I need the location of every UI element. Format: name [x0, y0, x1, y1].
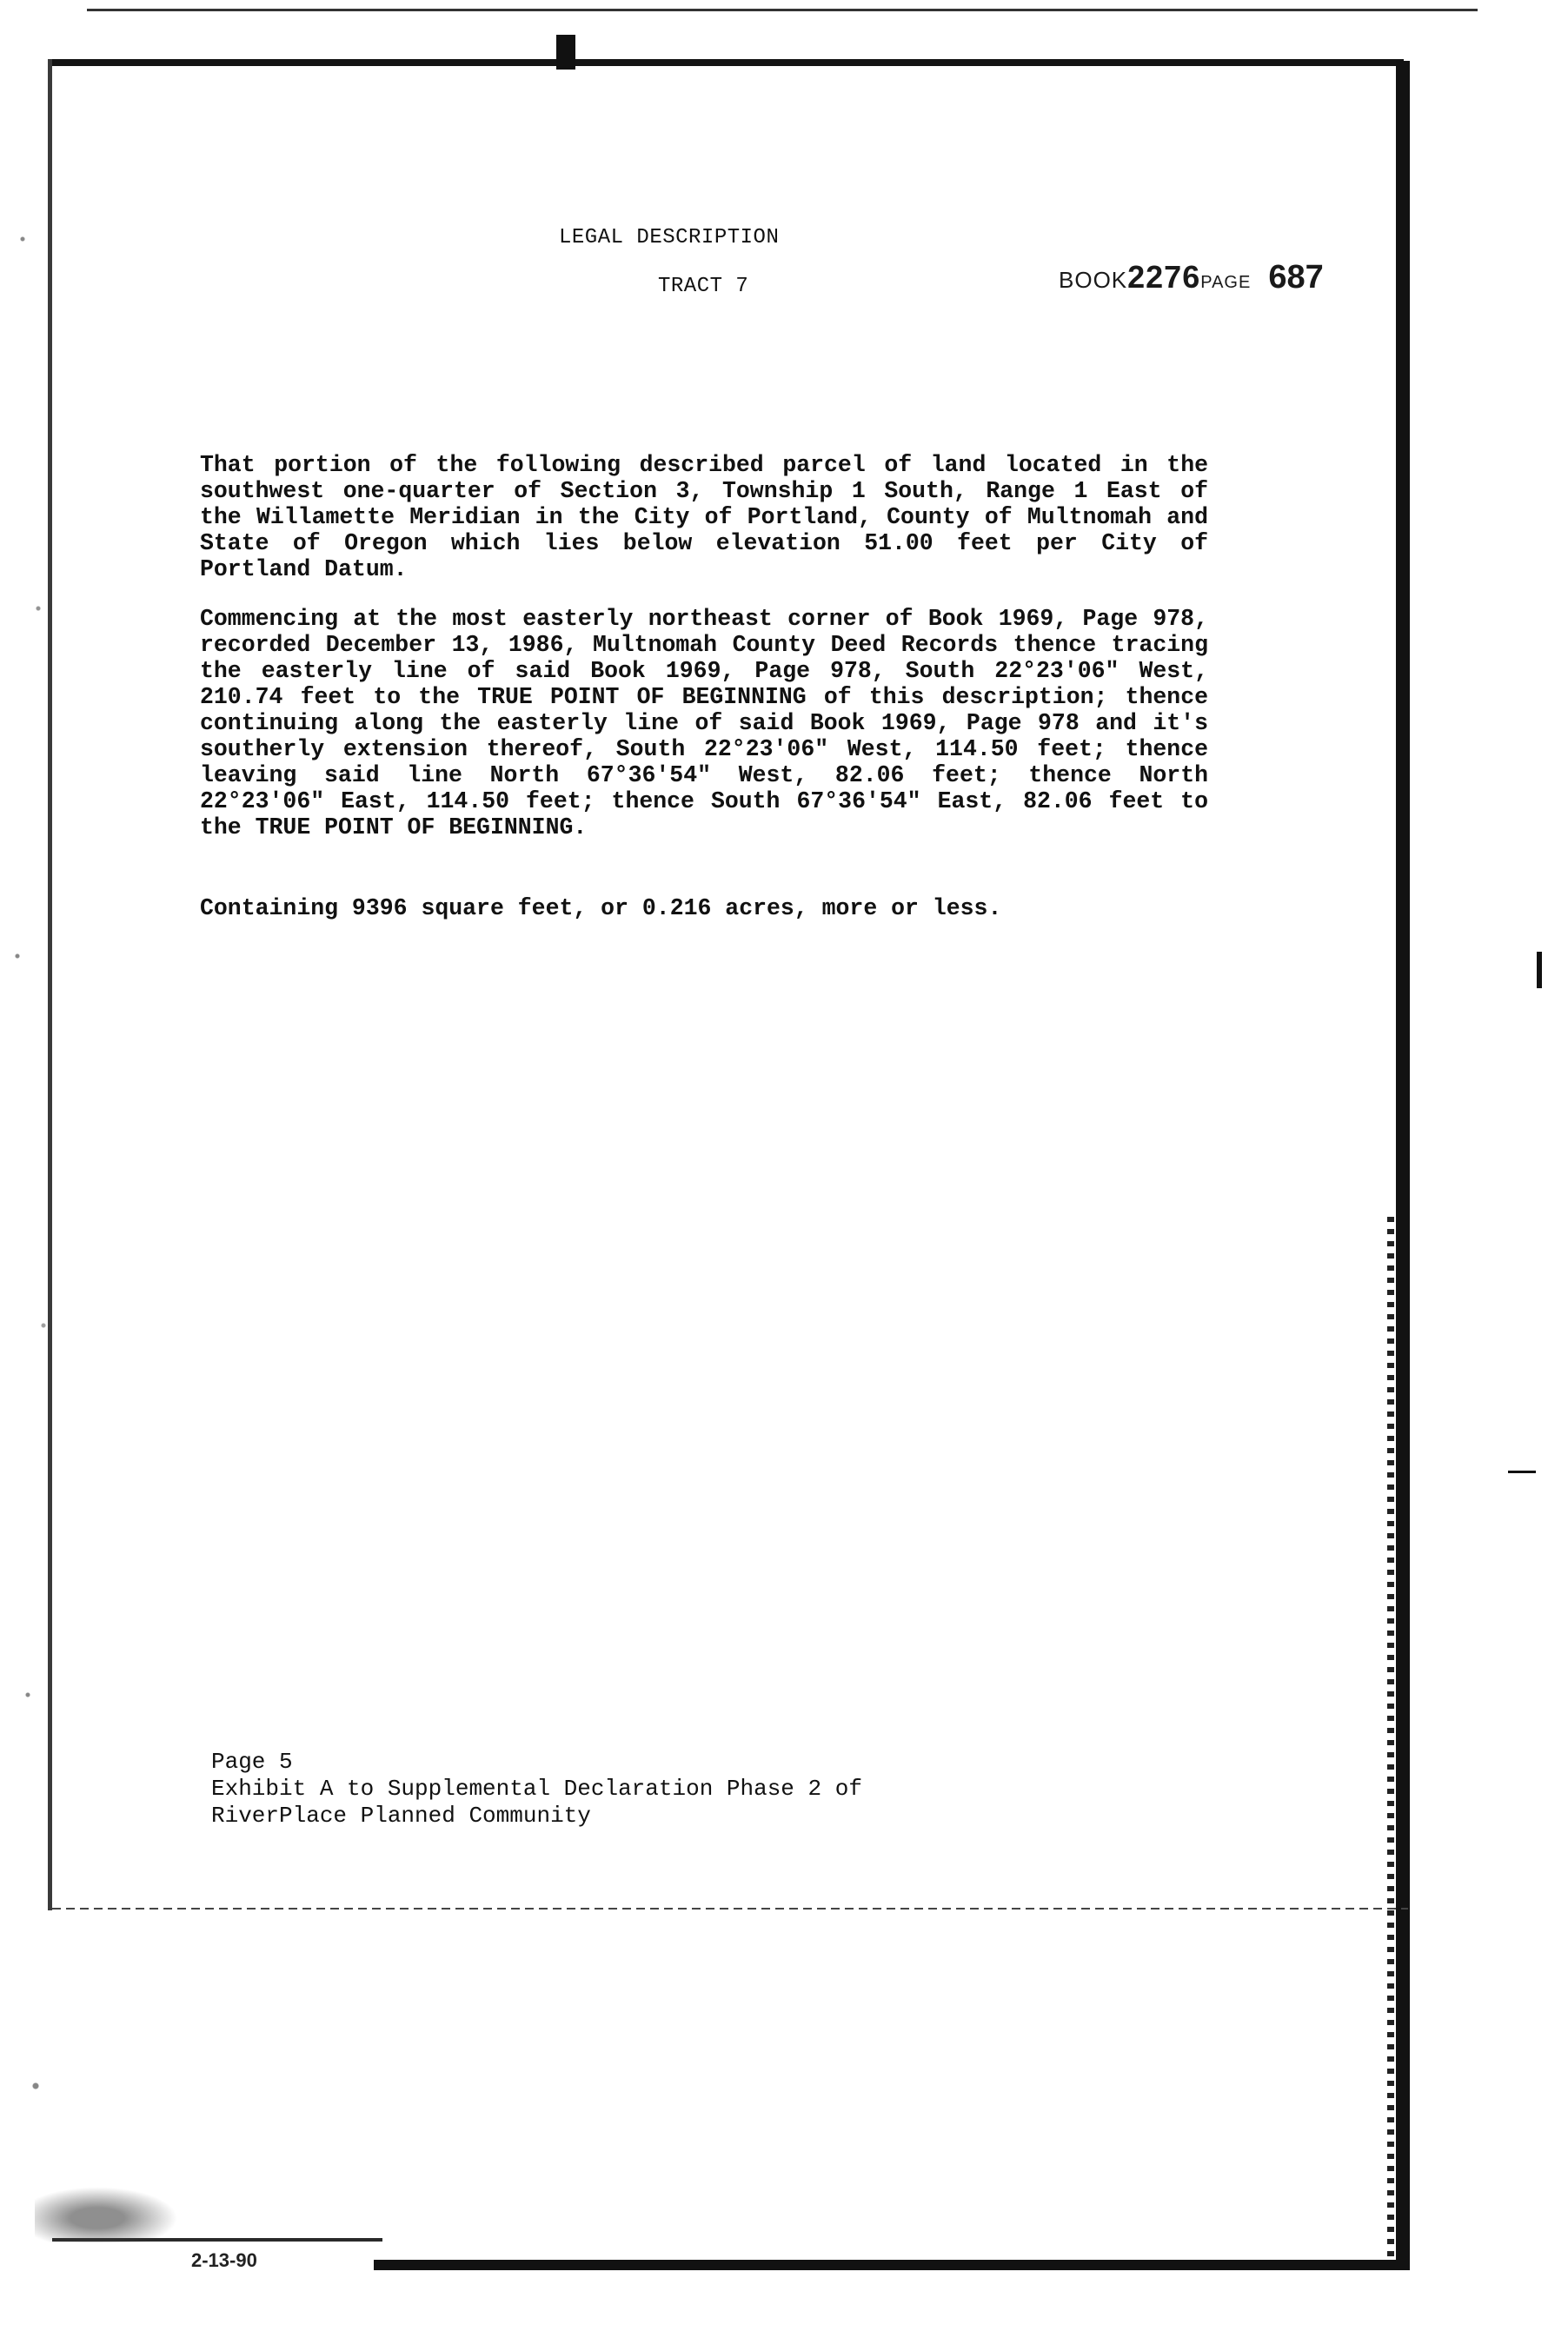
footer-community: RiverPlace Planned Community [211, 1803, 591, 1829]
inner-fold-line [52, 1908, 1408, 1910]
date-stamp: 2-13-90 [191, 2249, 257, 2271]
right-edge-mark [1537, 952, 1542, 988]
sheet-top-border [48, 59, 1404, 66]
left-margin-speckle [7, 130, 59, 2303]
metes-and-bounds-paragraph: Commencing at the most easterly northeast corner of Book 1969, Page 978, recorded December 13, 1986, Multnomah County Deed Records thence tracing the easterly line of said Book 1969, Page 978, South 22°23'06" West, 210.74 feet to the TRUE POINT OF BEGINNING of this description; thence continuing along the easterly line of said Book 1969, Page 978 and it's southerly extension thereof, South 22°23'06" West, 114.50 feet; thence leaving said line North 67°36'54" West, 82.06 feet; thence North 22°23'06" East, 114.50 feet; thence South 67°36'54" East, 82.06 feet to the TRUE POINT OF BEGINNING. [200, 606, 1208, 840]
book-number: 2276 [1127, 259, 1201, 295]
parcel-description-paragraph: That portion of the following described parcel of land located in the southwest one-quarter of Section 3, Township 1 South, Range 1 East of the Willamette Meridian in the City of Portland, County of Multnomah and State of Oregon which lies below elevation 51.00 feet per City of Portland Datum. [200, 452, 1208, 582]
book-label: BOOK [1059, 267, 1128, 293]
sheet-top-edge [87, 9, 1478, 11]
top-scan-mark [556, 35, 575, 70]
page-number: 687 [1268, 259, 1324, 296]
sheet-right-perforation [1387, 1217, 1394, 2260]
document-title: LEGAL DESCRIPTION [559, 226, 780, 249]
right-edge-dash [1508, 1471, 1536, 1473]
footer-page-number: Page 5 [211, 1749, 293, 1775]
sheet-bottom-border [374, 2260, 1410, 2270]
sheet-right-border [1396, 61, 1410, 2268]
area-paragraph: Containing 9396 square feet, or 0.216 acres, more or less. [200, 895, 1002, 921]
tract-label: TRACT 7 [658, 275, 749, 298]
footer-exhibit: Exhibit A to Supplemental Declaration Phase 2 of [211, 1776, 862, 1802]
bottom-corner-smudge [35, 2182, 191, 2242]
page-label: PAGE [1200, 273, 1252, 292]
recording-stamp [1059, 259, 1324, 296]
